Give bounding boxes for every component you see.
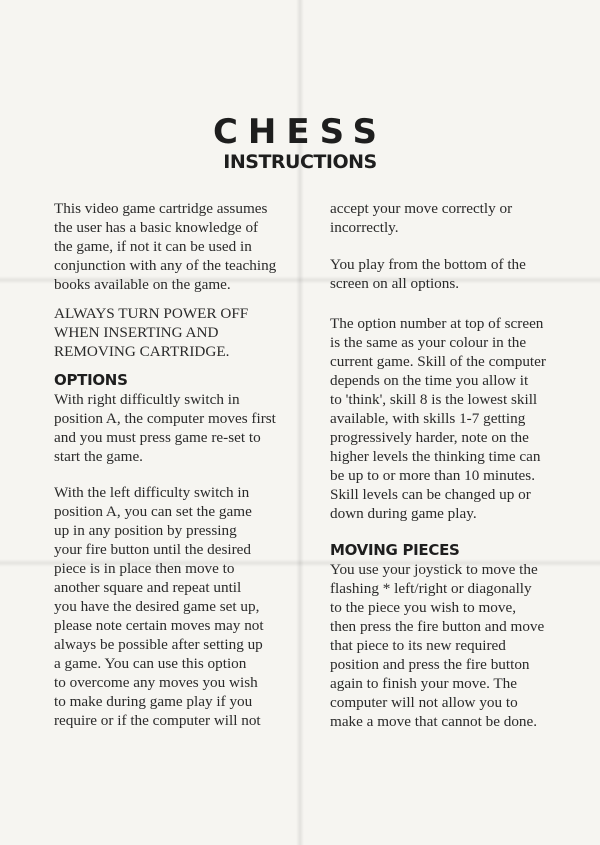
page-subtitle: INSTRUCTIONS: [223, 151, 377, 173]
text-line: WHEN INSERTING AND: [54, 324, 219, 341]
text-line: books available on the game.: [54, 276, 231, 293]
options-heading: OPTIONS: [54, 371, 128, 389]
text-line: require or if the computer will not: [54, 712, 261, 729]
text-line: position and press the fire button: [330, 656, 530, 673]
text-line: please note certain moves may not: [54, 617, 264, 634]
text-line: then press the fire button and move: [330, 618, 545, 635]
options-paragraph-2: [54, 483, 294, 730]
text-line: REMOVING CARTRIDGE.: [54, 343, 230, 360]
text-line: be up to or more than 10 minutes.: [330, 467, 535, 484]
text-line: computer will not allow you to: [330, 694, 518, 711]
text-line: up in any position by pressing: [54, 522, 237, 539]
text-line: incorrectly.: [330, 219, 399, 236]
text-line: position A, the computer moves first: [54, 410, 276, 427]
text-line: the user has a basic knowledge of: [54, 219, 259, 236]
text-line: With right difficultly switch in: [54, 391, 240, 408]
text-line: you have the desired game set up,: [54, 598, 260, 615]
moving-pieces-paragraph: [330, 560, 560, 731]
text-line: current game. Skill of the computer: [330, 353, 546, 370]
text-line: the game, if not it can be used in: [54, 238, 252, 255]
text-line: to 'think', skill 8 is the lowest skill: [330, 391, 538, 408]
play-position-paragraph: [330, 255, 560, 293]
skill-paragraph: [330, 314, 560, 523]
text-line: With the left difficulty switch in: [54, 484, 250, 501]
text-line: The option number at top of screen: [330, 315, 544, 332]
text-line: and you must press game re-set to: [54, 429, 261, 446]
text-line: screen on all options.: [330, 275, 460, 292]
text-line: available, with skills 1-7 getting: [330, 410, 526, 427]
text-line: accept your move correctly or: [330, 200, 513, 217]
text-line: You play from the bottom of the: [330, 256, 526, 273]
text-line: your fire button until the desired: [54, 541, 251, 558]
text-line: conjunction with any of the teaching: [54, 257, 277, 274]
text-line: to the piece you wish to move,: [330, 599, 517, 616]
right-column: [330, 199, 560, 731]
text-line: a game. You can use this option: [54, 655, 247, 672]
text-line: that piece to its new required: [330, 637, 506, 654]
text-line: depends on the time you allow it: [330, 372, 529, 389]
text-line: to overcome any moves you wish: [54, 674, 258, 691]
intro-paragraph: [54, 199, 294, 294]
text-line: ALWAYS TURN POWER OFF: [54, 305, 249, 322]
text-line: make a move that cannot be done.: [330, 713, 538, 730]
text-line: start the game.: [54, 448, 143, 465]
text-line: down during game play.: [330, 505, 477, 522]
text-line: progressively harder, note on the: [330, 429, 529, 446]
text-line: to make during game play if you: [54, 693, 253, 710]
page-title: CHESS: [212, 112, 388, 152]
text-line: You use your joystick to move the: [330, 561, 538, 578]
text-line: is the same as your colour in the: [330, 334, 527, 351]
text-line: piece is in place then move to: [54, 560, 235, 577]
text-line: another square and repeat until: [54, 579, 242, 596]
text-line: This video game cartridge assumes: [54, 200, 268, 217]
left-column: [54, 199, 294, 730]
text-line: always be possible after setting up: [54, 636, 263, 653]
options-paragraph-1: [54, 390, 294, 466]
text-line: again to finish your move. The: [330, 675, 517, 692]
moving-pieces-heading: MOVING PIECES: [330, 541, 460, 559]
text-line: higher levels the thinking time can: [330, 448, 541, 465]
text-line: Skill levels can be changed up or: [330, 486, 531, 503]
accept-paragraph: [330, 199, 560, 237]
text-line: flashing * left/right or diagonally: [330, 580, 532, 597]
power-warning: [54, 304, 294, 361]
text-line: position A, you can set the game: [54, 503, 252, 520]
